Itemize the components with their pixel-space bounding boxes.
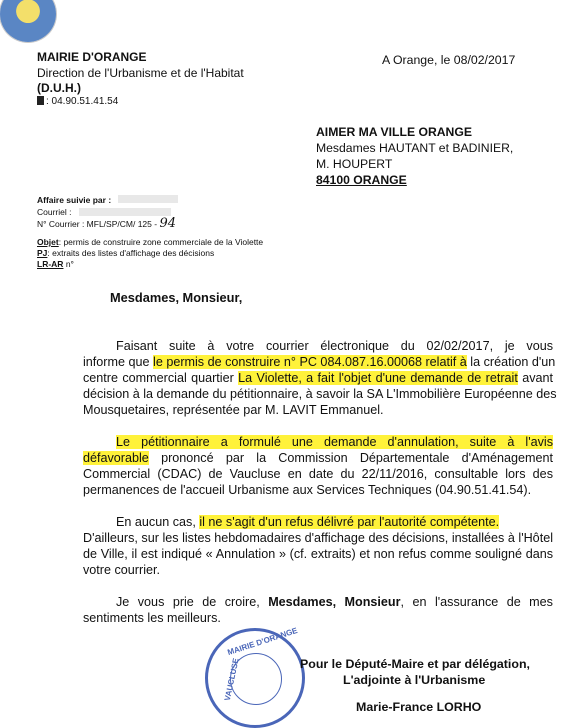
official-stamp [205,625,305,728]
recipient-line2: M. HOUPERT [316,157,393,171]
city-crest-logo [0,0,56,42]
p1-line1: Faisant suite à votre courrier électronique du 02/02/2017, je vous [116,339,553,353]
sender-org: MAIRIE D'ORANGE [37,50,147,64]
p3-line1-a: En aucun cas, [116,515,200,529]
p3-line4: votre courrier. [83,563,160,577]
paragraph-1 [83,338,557,418]
p3-line3: de Ville, il est indiqué « Annulation » (cf. extraits) et non refus comme souligné dans [83,547,553,561]
affaire-value-redacted [118,195,178,203]
p3-highlight-refus: il ne s'agit d'un refus délivré par l'autorité compétente. [199,515,500,529]
signature-line2: L'adjointe à l'Urbanisme [343,673,486,687]
p1-line4: décision à la demande du pétitionnaire, à savoir la SA L'Immobilière Européenne des [83,387,557,401]
p2-line3: Commercial (CDAC) de Vaucluse en date du 22/11/2016, consultable lors des [83,467,553,481]
lrar-row [37,259,74,270]
p1-highlight-permis: le permis de construire n° PC 084.087.16.00068 relatif à [153,355,467,369]
lrar-text: n° [65,259,74,269]
stamp-side-text: VAUCLUSE [222,657,241,702]
p1-line2-a: informe que [83,355,154,369]
p4-line1-bold: Mesdames, Monsieur [268,595,401,609]
paragraph-4 [83,594,553,626]
p1-line2 [83,354,556,370]
paragraph-3 [83,514,553,578]
sender-abbr: (D.U.H.) [37,81,81,95]
objet-label: Objet [37,237,59,247]
paragraph-2 [83,434,553,498]
p4-line1-a: Je vous prie de croire, [116,595,269,609]
p4-line1-c: , en l'assurance de mes [400,595,553,609]
p3-line2: D'ailleurs, sur les listes hebdomadaires d'affichage des décisions, installées à l'Hôtel [83,531,553,545]
pj-label: PJ [37,248,48,258]
courrier-value-redacted [79,208,171,216]
ncourrier-handwritten: 94 [159,216,176,231]
p4-line2: sentiments les meilleurs. [83,611,221,625]
recipient-line1: Mesdames HAUTANT et BADINIER, [316,141,514,155]
p1-line2-c: la création d'un [466,355,556,369]
recipient-city: 84100 ORANGE [316,173,407,187]
p2-line2-b: prononcé par la Commission Départementale d'Aménagement [148,451,553,465]
p1-line3-a: centre commercial quartier [83,371,239,385]
salutation: Mesdames, Monsieur, [110,290,243,305]
p3-line1 [83,514,553,530]
ncourrier-label [37,216,176,231]
pj-text: : extraits des listes d'affichage des décisions [47,248,215,258]
p2-line2 [83,450,553,466]
p1-line3 [83,370,553,386]
affaire-label: Affaire suivie par : [37,195,112,205]
signature-line1: Pour le Député-Maire et par délégation, [300,657,530,671]
ncourrier-text: N° Courrier : MFL/SP/CM/ 125 - [37,219,158,229]
objet-row [37,237,263,248]
p4-line1 [83,594,553,610]
sender-direction: Direction de l'Urbanisme et de l'Habitat [37,66,244,80]
p2-line1 [83,434,553,450]
sender-phone-row [37,96,118,107]
pj-row [37,248,214,259]
p1-line3-c: avant [517,371,553,385]
lrar-label: LR-AR [37,259,64,269]
p2-line4: permanences de l'accueil Urbanisme aux Services Techniques (04.90.51.41.54). [83,483,532,497]
p2-highlight-defavorable: défavorable [83,451,149,465]
recipient-org: AIMER MA VILLE ORANGE [316,125,472,139]
stamp-top-text: MAIRIE D'ORANGE [226,625,299,658]
p1-line5: Mousquetaires, représentée par M. LAVIT Emmanuel. [83,403,384,417]
p2-highlight-annulation: Le pétitionnaire a formulé une demande d'annulation, suite à l'avis [116,435,553,449]
objet-text: : permis de construire zone commerciale de la Violette [58,237,264,247]
phone-icon [37,96,44,105]
date-line: A Orange, le 08/02/2017 [382,53,516,67]
signature-line3: Marie-France LORHO [356,700,482,714]
courrier-label: Courriel : [37,207,72,217]
sender-phone: : 04.90.51.41.54 [46,96,119,107]
p1-highlight-retrait: La Violette, a fait l'objet d'une demande de retrait [238,371,518,385]
